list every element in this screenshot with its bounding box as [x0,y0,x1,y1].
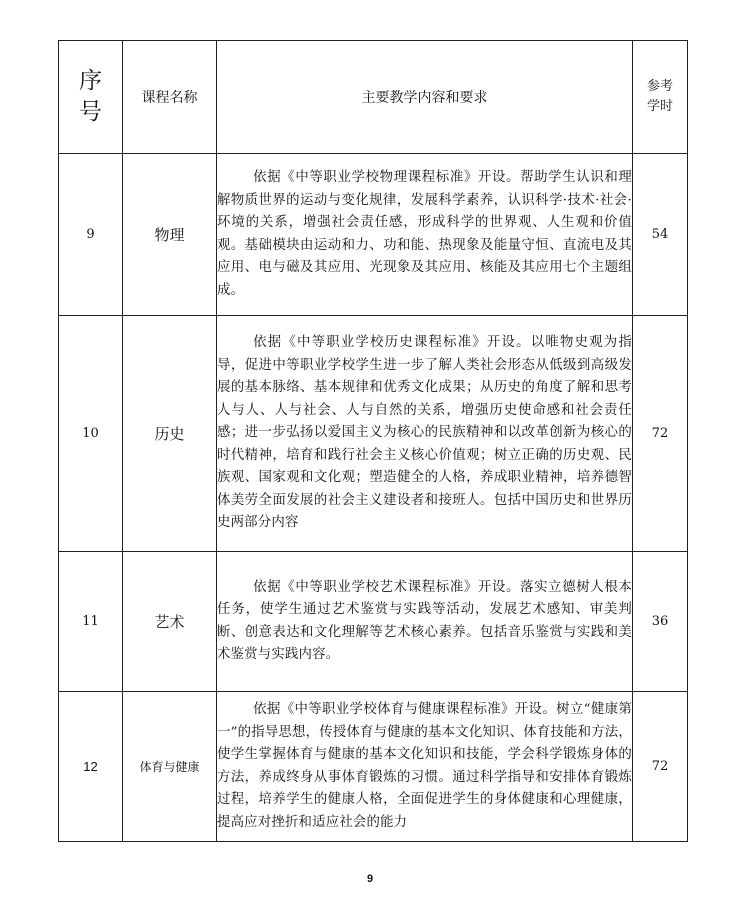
row-seq: 11 [59,552,123,692]
row-seq: 12 [59,692,123,842]
row-course-name: 物理 [123,154,217,316]
row-hours: 36 [633,552,688,692]
table-row [59,154,688,316]
row-hours: 54 [633,154,688,316]
header-course-name: 课程名称 [123,41,217,154]
row-content: 依据《中等职业学校物理课程标准》开设。帮助学生认识和理解物质世界的运动与变化规律，发展科学素养，认识科学·技术·社会·环境的关系，增强社会责任感，形成科学的世界观、人生观和价值观。基础模块由运动和力、功和能、热现象及能量守恒、直流电及其应用、电与磁及其应用、光现象及其应用、核能及其应用七个主题组成。 [217,154,633,316]
course-table [58,40,688,842]
table-row [59,316,688,552]
row-content: 依据《中等职业学校历史课程标准》开设。以唯物史观为指导，促进中等职业学校学生进一步了解人类社会形态从低级到高级发展的基本脉络、基本规律和优秀文化成果；从历史的角度了解和思考人与人、人与社会、人与自然的关系，增强历史使命感和社会责任感；进一步弘扬以爱国主义为核心的民族精神和以改革创新为核心的时代精神，培育和践行社会主义核心价值观；树立正确的历史观、民族观、国家观和文化观；塑造健全的人格，养成职业精神，培养德智体美劳全面发展的社会主义建设者和接班人。包括中国历史和世界历史两部分内容 [217,316,633,552]
header-hours-line1: 参考 [646,79,673,94]
row-seq: 10 [59,316,123,552]
page-number: 9 [366,873,374,885]
row-hours: 72 [633,692,688,842]
row-course-name: 历史 [123,316,217,552]
row-seq: 9 [59,154,123,316]
header-seq-line1: 序 [79,68,102,94]
table-header-row [59,41,688,154]
row-course-name: 艺术 [123,552,217,692]
table-row [59,692,688,842]
row-course-name: 体育与健康 [123,692,217,842]
row-content: 依据《中等职业学校体育与健康课程标准》开设。树立“健康第一”的指导思想，传授体育与健康的基本文化知识、体育技能和方法，使学生掌握体育与健康的基本文化知识和技能，学会科学锻炼身体的方法，养成终身从事体育锻炼的习惯。通过科学指导和安排体育锻炼过程，培养学生的健康人格，全面促进学生的身体健康和心理健康，提高应对挫折和适应社会的能力 [217,692,633,842]
table-row [59,552,688,692]
header-main-content: 主要教学内容和要求 [217,41,633,154]
header-seq [59,41,123,154]
header-seq-line2: 号 [79,99,102,125]
header-hours [633,41,688,154]
row-hours: 72 [633,316,688,552]
row-content: 依据《中等职业学校艺术课程标准》开设。落实立德树人根本任务，使学生通过艺术鉴赏与实践等活动，发展艺术感知、审美判断、创意表达和文化理解等艺术核心素养。包括音乐鉴赏与实践和美术鉴赏与实践内容。 [217,552,633,692]
header-hours-line2: 学时 [646,99,673,114]
